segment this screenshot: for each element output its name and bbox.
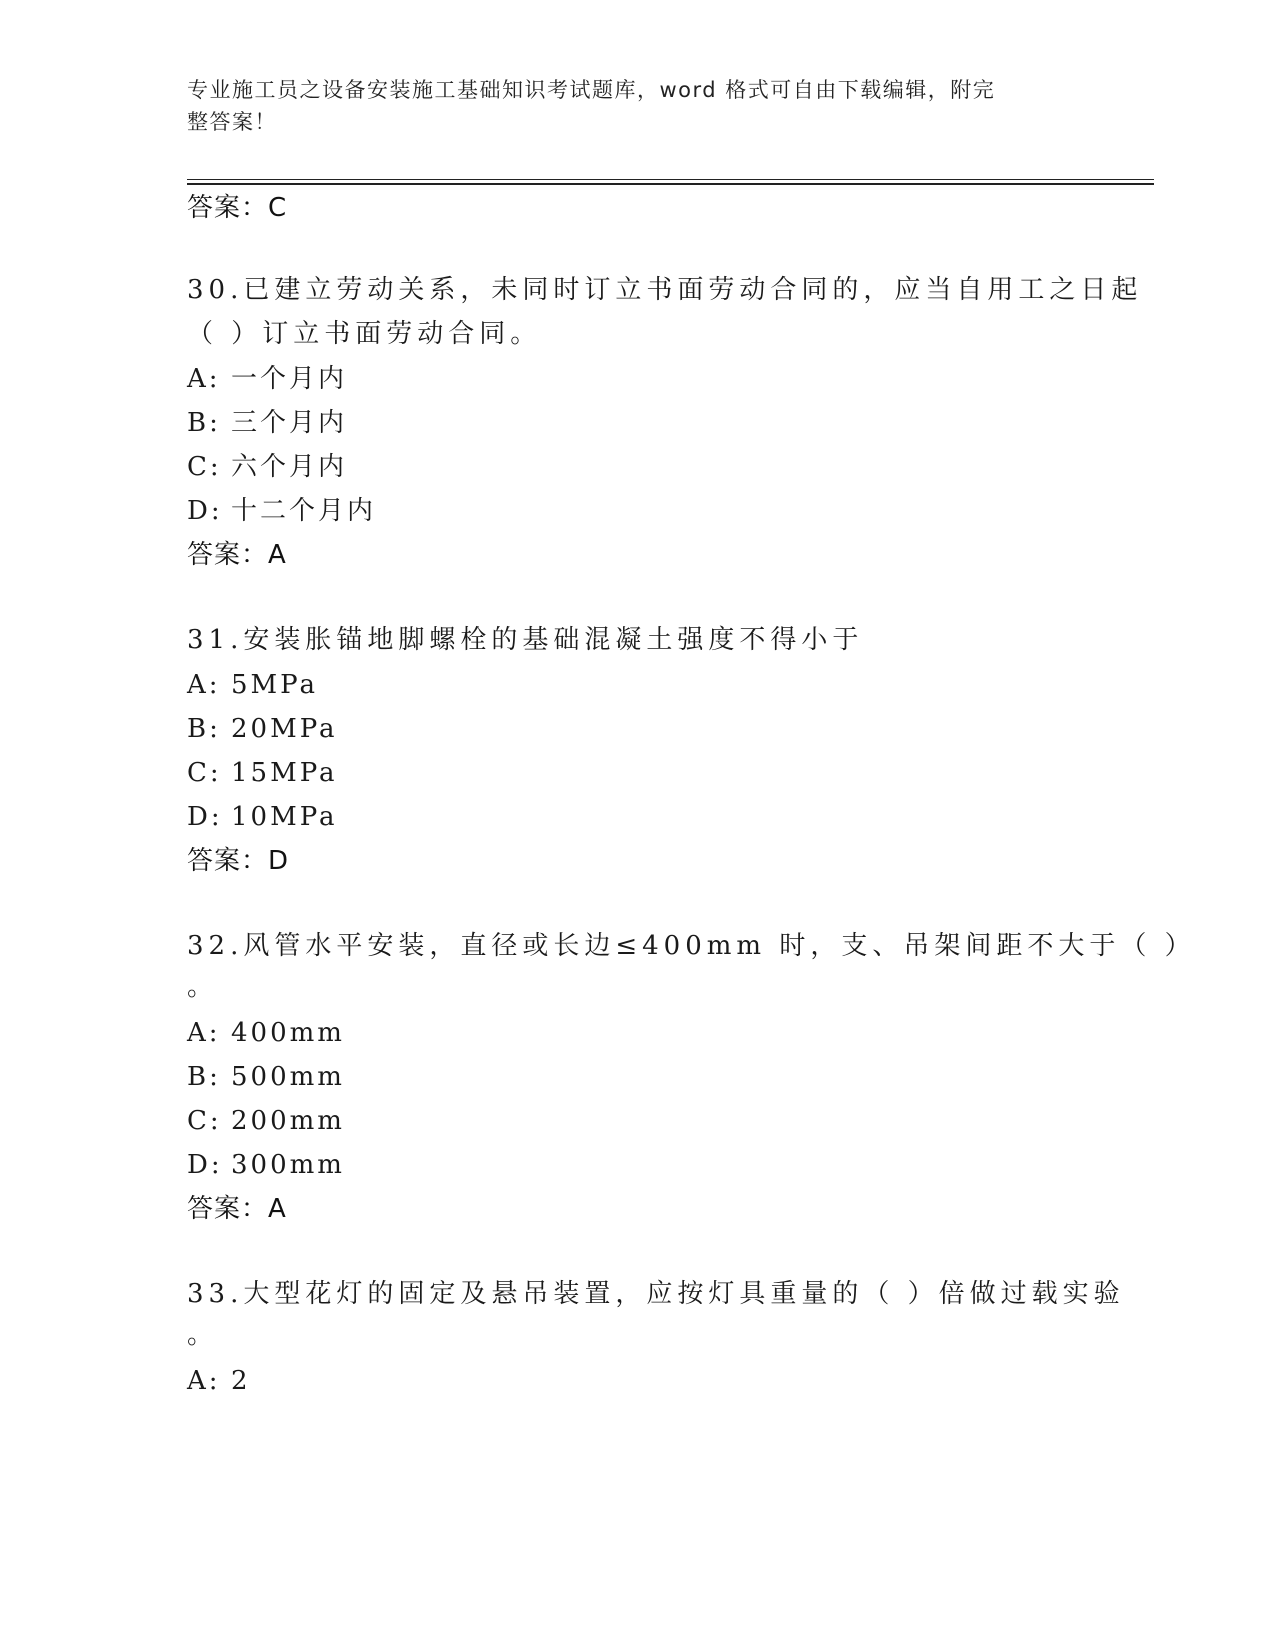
option-key: A:	[187, 1366, 221, 1396]
option-text: 三个月内	[231, 408, 348, 438]
question-30-option-c	[187, 450, 347, 484]
question-31-option-c	[187, 756, 338, 790]
question-33-line-2: 。	[187, 1320, 219, 1350]
header-line-1: 专业施工员之设备安装施工基础知识考试题库，word 格式可自由下载编辑，附完	[187, 78, 996, 102]
option-key: A:	[187, 1018, 221, 1048]
option-key: D:	[187, 1150, 223, 1180]
option-text: 15MPa	[231, 758, 338, 788]
question-32-line-1: 32.风管水平安装，直径或长边≤400mm 时，支、吊架间距不大于（ ）	[187, 931, 1196, 961]
question-33-option-a	[187, 1364, 251, 1398]
question-32-option-a	[187, 1016, 345, 1050]
option-text: 2	[231, 1366, 251, 1396]
option-key: C:	[187, 452, 222, 482]
question-30-option-b	[187, 406, 347, 440]
option-text: 十二个月内	[231, 496, 377, 526]
question-30-answer: 答案：A	[187, 540, 287, 570]
question-32-line-2: 。	[187, 972, 219, 1002]
question-31-answer: 答案：D	[187, 846, 290, 876]
option-text: 300mm	[231, 1150, 345, 1180]
header-divider-thin	[187, 179, 1154, 180]
option-text: 200mm	[231, 1106, 345, 1136]
question-32-answer: 答案：A	[187, 1194, 287, 1224]
option-key: D:	[187, 496, 223, 526]
option-key: D:	[187, 802, 223, 832]
question-33-line-1: 33.大型花灯的固定及悬吊装置，应按灯具重量的（ ）倍做过载实验	[187, 1279, 1125, 1309]
option-text: 10MPa	[231, 802, 338, 832]
option-key: A:	[187, 364, 221, 394]
question-31-option-a	[187, 668, 318, 702]
option-key: B:	[187, 408, 221, 438]
question-32-option-d	[187, 1148, 345, 1182]
option-text: 20MPa	[231, 714, 338, 744]
option-text: 400mm	[231, 1018, 345, 1048]
option-key: A:	[187, 670, 221, 700]
header-divider-thick	[187, 183, 1154, 185]
question-30-line-1: 30.已建立劳动关系，未同时订立书面劳动合同的，应当自用工之日起	[187, 275, 1143, 305]
question-30-option-d	[187, 494, 376, 528]
answer-prev: 答案：C	[187, 193, 288, 223]
question-32-option-b	[187, 1060, 345, 1094]
option-key: C:	[187, 1106, 222, 1136]
option-key: C:	[187, 758, 222, 788]
option-key: B:	[187, 714, 221, 744]
question-30-option-a	[187, 362, 347, 396]
question-31-option-b	[187, 712, 338, 746]
option-text: 500mm	[231, 1062, 345, 1092]
header-line-2: 整答案！	[187, 110, 277, 134]
option-key: B:	[187, 1062, 221, 1092]
question-31-option-d	[187, 800, 338, 834]
document-header	[187, 74, 1067, 138]
option-text: 5MPa	[231, 670, 318, 700]
option-text: 六个月内	[231, 452, 348, 482]
question-30-line-2: （ ）订立书面劳动合同。	[187, 319, 542, 349]
question-32-option-c	[187, 1104, 345, 1138]
option-text: 一个月内	[231, 364, 348, 394]
question-31-line-1: 31.安装胀锚地脚螺栓的基础混凝土强度不得小于	[187, 625, 864, 655]
